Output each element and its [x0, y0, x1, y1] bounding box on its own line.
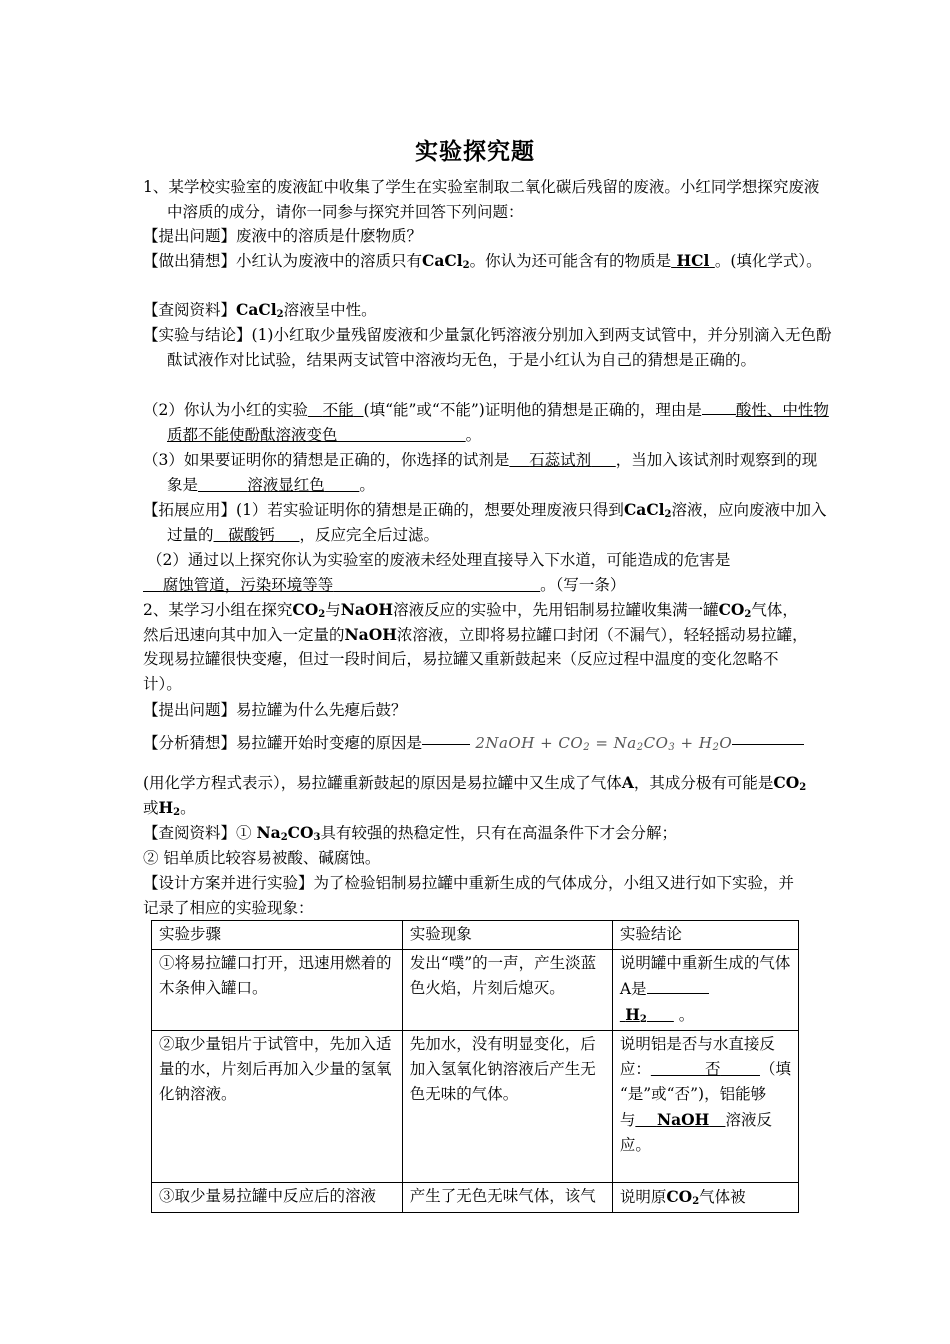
q2-design	[143, 871, 808, 920]
q2-design-text: 为了检验铝制易拉罐中重新生成的气体成分，小组又进行如下实验，并记录了相应的实验现象：	[143, 874, 795, 917]
q1-guess-text-a: 小红认为废液中的溶质只有	[236, 252, 423, 270]
q2-intro-d: 气体，然后迅速向其中加入一定量的	[143, 601, 798, 644]
table-row	[152, 950, 799, 1031]
table-cell-conclusion: 说明罐中重新生成的气体A是 $H_2$ 。	[612, 950, 798, 1031]
table-header-cell: 实验步骤	[152, 921, 403, 950]
table-cell-conclusion: 说明铝是否与水直接反应： 否 （填 “是”或“否”)，铝能够与 NaOH 溶液反应。	[612, 1031, 798, 1183]
co2-formula: $CO_2$	[773, 773, 807, 793]
q1-ext-text-c: ，反应完全后过滤。	[299, 525, 439, 544]
naoh-formula: NaOH	[344, 624, 397, 644]
q2-problem	[143, 698, 808, 723]
q2-problem-text: 易拉罐为什么先瘪后鼓？	[236, 701, 407, 719]
table-header-cell: 实验结论	[612, 921, 798, 950]
q1-problem-tag: 【提出问题】	[143, 227, 237, 245]
q1-extension-2-answer	[143, 573, 808, 598]
q2-info-b: 具有较强的热稳定性，只有在高温条件下才会分解；	[320, 824, 677, 842]
q2-analysis	[143, 731, 808, 756]
q2-info-a: ①	[236, 824, 252, 842]
q1-problem	[143, 224, 808, 249]
q2-info	[143, 821, 808, 846]
q2-info-c: ② 铝单质比较容易被酸、碱腐蚀。	[143, 849, 381, 867]
chemical-equation: 2NaOH + $CO_2 = Na_2CO_3 + H_2O$	[422, 731, 804, 756]
h2-formula: $H_2$	[158, 797, 181, 818]
q2-or: 或	[143, 798, 159, 817]
q2-intro	[143, 598, 808, 696]
q1-ext2-text: （2）通过以上探究你认为实验室的废液未经处理直接导入下水道，可能造成的危害是	[147, 551, 731, 569]
q1-problem-text: 废液中的溶质是什麽物质？	[236, 227, 423, 245]
q2-analysis-text: 易拉罐开始时变瘪的原因是	[236, 734, 423, 752]
q2-analysis-cont-b: ，其成分极有可能是	[633, 774, 774, 792]
naoh-formula: NaOH	[340, 600, 394, 619]
q1-info	[143, 298, 808, 323]
q1-sub2-text-a: （2）你认为小红的实验	[143, 401, 308, 419]
q1-sub2-text-b: (填“能”或“不能”)证明他的猜想是正确的，理由是	[363, 401, 702, 419]
table-cell-observation: 先加水，没有明显变化，后加入氢氧化钠溶液后产生无色无味的气体。	[402, 1031, 612, 1183]
q2-intro-b: 与	[325, 601, 341, 619]
q1-ext-text-b: 溶液，应向废液中加入过量的	[167, 501, 827, 544]
q1-ext2-note: 。（写一条）	[540, 576, 626, 594]
q1-ext-answer1: 碳酸钙	[228, 525, 275, 544]
q1-intro-text: 1、某学校实验室的废液缸中收集了学生在实验室制取二氧化碳后残留的废液。小红同学想探究废液中溶质的成分，请你一同参与探究并回答下列问题：	[143, 178, 820, 221]
table-cell-step: ②取少量铝片于试管中，先加入适量的水，片刻后再加入少量的氢氧化钠溶液。	[152, 1031, 403, 1183]
q2-problem-tag: 【提出问题】	[143, 701, 237, 719]
q1-extension-2	[143, 548, 812, 573]
q1-experiment	[143, 323, 832, 372]
table-cell-step: ③取少量易拉罐中反应后的溶液	[152, 1183, 403, 1213]
co2-formula: $CO_2$	[718, 600, 752, 620]
q1-exp-tag: 【实验与结论】	[143, 326, 252, 344]
q1-sub3-answer1: 石蕊试剂	[529, 451, 592, 469]
q1-sub3: （3）如果要证明你的猜想是正确的，你选择的试剂是 石蕊试剂 ，当加入该试剂时观察到的现象是 溶液显红色 。	[143, 451, 818, 494]
q1-ext2-answer: 腐蚀管道，污染环境等等	[162, 576, 334, 594]
q1-info-text: 溶液呈中性。	[283, 301, 377, 319]
q1-sub3-text-b: ，当加入该试剂时观察到的现象是	[167, 451, 818, 494]
q2-info-tag: 【查阅资料】	[143, 824, 237, 842]
q2-analysis-tag: 【分析猜想】	[143, 734, 237, 752]
q1-guess-tag: 【做出猜想】	[143, 252, 237, 270]
q1-intro	[143, 175, 832, 224]
q1-sub3-answer2: 溶液显红色	[247, 475, 325, 494]
table-cell-observation: 产生了无色无味气体，该气	[402, 1183, 612, 1213]
table-row	[152, 1031, 799, 1183]
table-row	[152, 1183, 799, 1213]
table-cell-observation: 发出“噗”的一声，产生淡蓝色火焰，片刻后熄灭。	[402, 950, 612, 1031]
cacl2-formula: CaCl$_2$	[623, 500, 672, 520]
table-cell-step: ①将易拉罐口打开，迅速用燃着的木条伸入罐口。	[152, 950, 403, 1031]
q2-analysis-cont	[143, 771, 808, 820]
q2-analysis-cont-a: (用化学方程式表示），易拉罐重新鼓起的原因是易拉罐中又生成了气体	[143, 774, 622, 792]
q1-exp-text: (1)小红取少量残留废液和少量氯化钙溶液分别加入到两支试管中，并分别滴入无色酚酞试液作对比试验，结果两支试管中溶液均无色，于是小红认为自己的猜想是正确的。	[167, 326, 832, 369]
q2-period: 。	[180, 798, 196, 817]
q1-sub2-answer1: 不能	[322, 401, 354, 419]
q2-design-tag: 【设计方案并进行实验】	[143, 874, 314, 892]
q1-guess-text-c: 。(填化学式）。	[714, 252, 822, 270]
q1-sub2-blank	[702, 397, 736, 415]
page-title: 实验探究题	[415, 138, 535, 165]
q2-info-2	[143, 846, 808, 871]
r2-answer1: 否	[705, 1060, 721, 1078]
q1-ext-text-a: (1）若实验证明你的猜想是正确的，想要处理废液只得到	[236, 501, 624, 519]
q1-info-tag: 【查阅资料】	[143, 301, 237, 319]
na2co3-formula: $Na_2CO_3$	[256, 823, 321, 843]
q1-extension	[143, 498, 832, 547]
r2-answer2: NaOH	[656, 1110, 710, 1129]
experiment-table	[151, 920, 799, 1213]
table-cell-conclusion: 说明原$CO_2$气体被	[612, 1183, 798, 1213]
q1-guess	[143, 249, 832, 274]
cacl2-formula: CaCl$_2$	[422, 251, 470, 271]
r1-answer: $H_2$	[625, 1005, 647, 1025]
co2-formula: $CO_2$	[292, 600, 326, 620]
q1-sub3-text-a: （3）如果要证明你的猜想是正确的，你选择的试剂是	[143, 451, 510, 469]
q1-guess-text-b: 。你认为还可能含有的物质是	[469, 252, 672, 270]
q1-guess-answer: HCl	[676, 251, 710, 270]
q1-sub2-answer2: 酸性、中性物质都不能使酚酞溶液变色	[167, 401, 829, 444]
table-header-row	[152, 921, 799, 950]
cacl2-formula: CaCl$_2$	[236, 300, 284, 320]
q2-intro-e: 浓溶液，立即将易拉罐口封闭（不漏气），轻轻摇动易拉罐，发现易拉罐很快变瘪，但过一段时间后，易拉罐又重新鼓起来（反应过程中温度的变化忽略不计）。	[143, 625, 808, 693]
table-header-cell: 实验现象	[402, 921, 612, 950]
q2-intro-a: 2、某学习小组在探究	[143, 601, 293, 619]
gas-a-label: A	[621, 773, 634, 792]
q2-intro-c: 溶液反应的实验中，先用铝制易拉罐收集满一罐	[393, 601, 719, 619]
q1-sub2: （2）你认为小红的实验 不能 (填“能”或“不能”)证明他的猜想是正确的，理由是 酸性、中性物质都不能使酚酞溶液变色 。	[143, 397, 832, 447]
q1-ext-tag: 【拓展应用】	[143, 501, 237, 519]
